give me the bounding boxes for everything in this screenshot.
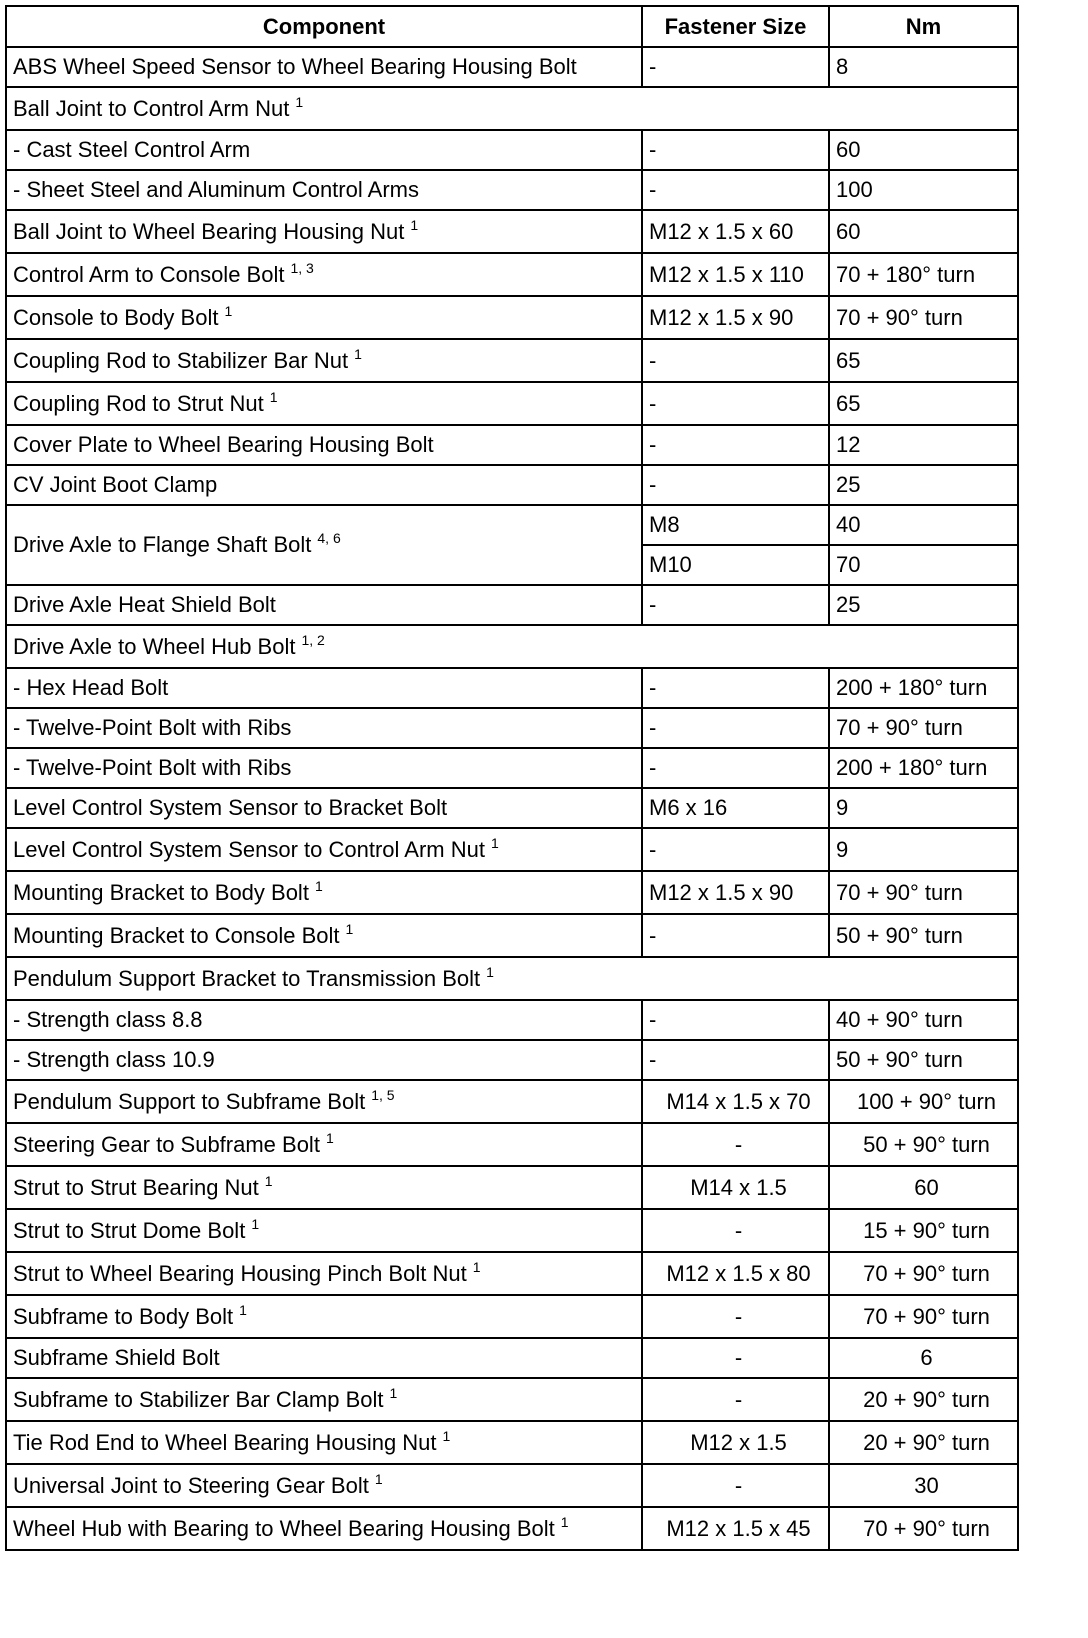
torque-value-cell: 65 xyxy=(829,382,1018,425)
component-cell xyxy=(6,708,642,748)
group-heading-row xyxy=(6,87,1018,130)
torque-value-cell: 50 + 90° turn xyxy=(829,914,1018,957)
table-row xyxy=(6,1209,1018,1252)
fastener-size-cell: M12 x 1.5 x 80 xyxy=(642,1252,829,1295)
footnote-marker: 1 xyxy=(239,1301,247,1318)
table-row xyxy=(6,130,1018,170)
torque-spec-table xyxy=(5,5,1019,1551)
fastener-size-cell: - xyxy=(642,47,829,87)
torque-value-cell: 70 + 90° turn xyxy=(829,1295,1018,1338)
torque-value-cell: 20 + 90° turn xyxy=(829,1421,1018,1464)
footnote-marker: 1 xyxy=(224,302,233,319)
component-cell xyxy=(6,210,642,253)
nm-column-header: Nm xyxy=(829,6,1018,47)
component-cell xyxy=(6,625,1018,668)
torque-value-cell: 6 xyxy=(829,1338,1018,1378)
component-cell xyxy=(6,170,642,210)
fastener-size-cell: - xyxy=(642,425,829,465)
fastener-size-cell: M6 x 16 xyxy=(642,788,829,828)
footnote-marker: 1, 5 xyxy=(371,1086,395,1103)
component-name: Drive Axle to Flange Shaft Bolt xyxy=(13,532,312,557)
fastener-size-cell: M14 x 1.5 xyxy=(642,1166,829,1209)
torque-value-cell: 50 + 90° turn xyxy=(829,1040,1018,1080)
component-name: - Cast Steel Control Arm xyxy=(13,137,251,162)
table-row xyxy=(6,1421,1018,1464)
torque-value-cell: 9 xyxy=(829,788,1018,828)
component-cell xyxy=(6,339,642,382)
component-name: - Twelve-Point Bolt with Ribs xyxy=(13,755,292,780)
fastener-size-cell: - xyxy=(642,828,829,871)
footnote-marker: 1 xyxy=(325,1129,334,1146)
torque-value-cell: 70 + 90° turn xyxy=(829,1507,1018,1550)
component-name: Drive Axle to Wheel Hub Bolt xyxy=(13,633,296,659)
table-row xyxy=(6,47,1018,87)
fastener-size-cell: - xyxy=(642,708,829,748)
component-name: - Strength class 8.8 xyxy=(13,1007,203,1032)
fastener-size-cell: - xyxy=(642,748,829,788)
table-row xyxy=(6,1123,1018,1166)
fastener-size-cell: M10 xyxy=(642,545,829,585)
torque-value-cell: 100 + 90° turn xyxy=(829,1080,1018,1123)
torque-value-cell: 70 + 180° turn xyxy=(829,253,1018,296)
component-name: Steering Gear to Subframe Bolt xyxy=(13,1131,320,1157)
component-cell xyxy=(6,1000,642,1040)
component-name: Strut to Strut Dome Bolt xyxy=(13,1217,246,1243)
torque-value-cell: 60 xyxy=(829,1166,1018,1209)
component-name: - Hex Head Bolt xyxy=(13,675,169,700)
component-name: - Strength class 10.9 xyxy=(13,1047,215,1072)
torque-value-cell: 30 xyxy=(829,1464,1018,1507)
fastener-size-cell: M12 x 1.5 x 110 xyxy=(642,253,829,296)
fastener-size-cell: - xyxy=(642,382,829,425)
fastener-size-cell: - xyxy=(642,1464,829,1507)
table-row xyxy=(6,1464,1018,1507)
footnote-marker: 1 xyxy=(410,216,419,233)
torque-value-cell: 8 xyxy=(829,47,1018,87)
component-name: Mounting Bracket to Body Bolt xyxy=(13,879,309,905)
component-cell xyxy=(6,957,1018,1000)
footnote-marker: 1 xyxy=(389,1384,398,1401)
table-row xyxy=(6,1378,1018,1421)
footnote-marker: 1 xyxy=(295,93,304,110)
component-cell xyxy=(6,1464,642,1507)
component-cell xyxy=(6,87,1018,130)
torque-value-cell: 50 + 90° turn xyxy=(829,1123,1018,1166)
fastener-size-cell: - xyxy=(642,339,829,382)
component-name: Console to Body Bolt xyxy=(13,304,219,330)
torque-value-cell: 200 + 180° turn xyxy=(829,748,1018,788)
table-row xyxy=(6,1295,1018,1338)
table-body xyxy=(6,47,1018,1550)
footnote-marker: 1 xyxy=(486,963,494,980)
torque-value-cell: 70 + 90° turn xyxy=(829,1252,1018,1295)
fastener-size-cell: - xyxy=(642,1209,829,1252)
component-name: Level Control System Sensor to Bracket Bolt xyxy=(13,795,448,820)
table-row xyxy=(6,253,1018,296)
torque-value-cell: 60 xyxy=(829,210,1018,253)
component-cell xyxy=(6,465,642,505)
component-name: Subframe Shield Bolt xyxy=(13,1345,220,1370)
table-row xyxy=(6,1080,1018,1123)
table-row xyxy=(6,465,1018,505)
torque-value-cell: 65 xyxy=(829,339,1018,382)
component-name: Strut to Wheel Bearing Housing Pinch Bolt Nut xyxy=(13,1260,467,1286)
table-row xyxy=(6,1507,1018,1550)
group-heading-row xyxy=(6,625,1018,668)
fastener-size-cell: M12 x 1.5 x 60 xyxy=(642,210,829,253)
component-cell xyxy=(6,130,642,170)
table-row xyxy=(6,1338,1018,1378)
header-row xyxy=(6,6,1018,47)
component-name: Wheel Hub with Bearing to Wheel Bearing Housing Bolt xyxy=(13,1515,555,1541)
component-name: Pendulum Support to Subframe Bolt xyxy=(13,1088,366,1114)
fastener-size-cell: - xyxy=(642,1040,829,1080)
fastener-size-cell: - xyxy=(642,1295,829,1338)
footnote-marker: 1 xyxy=(345,920,354,937)
component-cell xyxy=(6,585,642,625)
component-cell xyxy=(6,1338,642,1378)
component-name: - Twelve-Point Bolt with Ribs xyxy=(13,715,292,740)
torque-value-cell: 15 + 90° turn xyxy=(829,1209,1018,1252)
torque-value-cell: 100 xyxy=(829,170,1018,210)
component-cell xyxy=(6,1166,642,1209)
component-cell xyxy=(6,914,642,957)
component-cell xyxy=(6,382,642,425)
component-cell xyxy=(6,828,642,871)
fastener-size-cell: - xyxy=(642,668,829,708)
fastener-size-cell: M12 x 1.5 x 45 xyxy=(642,1507,829,1550)
group-heading-row xyxy=(6,957,1018,1000)
footnote-marker: 1 xyxy=(490,834,499,851)
torque-value-cell: 60 xyxy=(829,130,1018,170)
table-row xyxy=(6,210,1018,253)
footnote-marker: 1 xyxy=(314,877,323,894)
table-row xyxy=(6,871,1018,914)
footnote-marker: 1 xyxy=(269,388,278,405)
table-row xyxy=(6,425,1018,465)
component-cell xyxy=(6,296,642,339)
component-cell xyxy=(6,1421,642,1464)
fastener-size-cell: - xyxy=(642,170,829,210)
component-cell xyxy=(6,425,642,465)
fastener-size-cell: - xyxy=(642,1338,829,1378)
footnote-marker: 1 xyxy=(472,1258,481,1275)
table-header xyxy=(6,6,1018,47)
footnote-marker: 1 xyxy=(354,345,362,362)
torque-value-cell: 40 + 90° turn xyxy=(829,1000,1018,1040)
fastener-size-cell: M12 x 1.5 xyxy=(642,1421,829,1464)
component-name: Subframe to Body Bolt xyxy=(13,1303,234,1329)
component-name: Ball Joint to Wheel Bearing Housing Nut xyxy=(13,218,405,244)
fastener-size-column-header: Fastener Size xyxy=(642,6,829,47)
table-row xyxy=(6,1252,1018,1295)
table-row xyxy=(6,788,1018,828)
component-cell xyxy=(6,1080,642,1123)
fastener-size-cell: M14 x 1.5 x 70 xyxy=(642,1080,829,1123)
fastener-size-cell: M12 x 1.5 x 90 xyxy=(642,296,829,339)
footnote-marker: 1, 2 xyxy=(301,631,325,648)
footnote-marker: 1 xyxy=(264,1172,273,1189)
footnote-marker: 1 xyxy=(374,1470,383,1487)
fastener-size-cell: - xyxy=(642,465,829,505)
component-name: ABS Wheel Speed Sensor to Wheel Bearing Housing Bolt xyxy=(13,54,577,79)
component-cell xyxy=(6,1507,642,1550)
component-cell xyxy=(6,253,642,296)
component-column-header: Component xyxy=(6,6,642,47)
component-name: Mounting Bracket to Console Bolt xyxy=(13,922,340,948)
torque-value-cell: 200 + 180° turn xyxy=(829,668,1018,708)
component-name: Strut to Strut Bearing Nut xyxy=(13,1174,259,1200)
table-row xyxy=(6,914,1018,957)
torque-value-cell: 25 xyxy=(829,465,1018,505)
table-row xyxy=(6,585,1018,625)
component-name: - Sheet Steel and Aluminum Control Arms xyxy=(13,177,419,202)
component-name: Level Control System Sensor to Control Arm Nut xyxy=(13,836,485,862)
fastener-size-cell: - xyxy=(642,585,829,625)
component-cell xyxy=(6,748,642,788)
component-cell xyxy=(6,505,642,585)
fastener-size-cell: - xyxy=(642,914,829,957)
component-cell xyxy=(6,1378,642,1421)
torque-value-cell: 9 xyxy=(829,828,1018,871)
table-row xyxy=(6,828,1018,871)
torque-value-cell: 25 xyxy=(829,585,1018,625)
torque-value-cell: 70 + 90° turn xyxy=(829,708,1018,748)
component-cell xyxy=(6,1123,642,1166)
fastener-size-cell: - xyxy=(642,130,829,170)
component-name: Coupling Rod to Strut Nut xyxy=(13,390,264,416)
component-name: Universal Joint to Steering Gear Bolt xyxy=(13,1472,369,1498)
table-row xyxy=(6,748,1018,788)
component-name: Cover Plate to Wheel Bearing Housing Bolt xyxy=(13,432,434,457)
component-name: Coupling Rod to Stabilizer Bar Nut xyxy=(13,347,349,373)
component-cell xyxy=(6,1040,642,1080)
torque-value-cell: 70 + 90° turn xyxy=(829,871,1018,914)
component-cell xyxy=(6,1209,642,1252)
component-name: CV Joint Boot Clamp xyxy=(13,472,218,497)
fastener-size-cell: - xyxy=(642,1123,829,1166)
component-name: Control Arm to Console Bolt xyxy=(13,261,285,287)
component-cell xyxy=(6,871,642,914)
fastener-size-cell: - xyxy=(642,1378,829,1421)
torque-value-cell: 70 + 90° turn xyxy=(829,296,1018,339)
component-name: Subframe to Stabilizer Bar Clamp Bolt xyxy=(13,1386,384,1412)
fastener-size-cell: M12 x 1.5 x 90 xyxy=(642,871,829,914)
footnote-marker: 4, 6 xyxy=(317,530,341,546)
fastener-size-cell: - xyxy=(642,1000,829,1040)
component-name: Pendulum Support Bracket to Transmission Bolt xyxy=(13,965,481,991)
component-name: Drive Axle Heat Shield Bolt xyxy=(13,592,276,617)
footnote-marker: 1 xyxy=(442,1427,451,1444)
footnote-marker: 1 xyxy=(560,1513,569,1530)
component-cell xyxy=(6,47,642,87)
fastener-size-cell: M8 xyxy=(642,505,829,545)
table-row xyxy=(6,296,1018,339)
footnote-marker: 1 xyxy=(251,1215,260,1232)
component-cell xyxy=(6,788,642,828)
table-row xyxy=(6,668,1018,708)
table-row xyxy=(6,1000,1018,1040)
footnote-marker: 1, 3 xyxy=(290,259,314,276)
torque-value-cell: 40 xyxy=(829,505,1018,545)
component-name: Tie Rod End to Wheel Bearing Housing Nut xyxy=(13,1429,437,1455)
table-row xyxy=(6,708,1018,748)
table-row xyxy=(6,382,1018,425)
table-row xyxy=(6,339,1018,382)
component-cell xyxy=(6,1252,642,1295)
component-cell xyxy=(6,1295,642,1338)
table-row xyxy=(6,505,1018,545)
torque-value-cell: 20 + 90° turn xyxy=(829,1378,1018,1421)
component-name: Ball Joint to Control Arm Nut xyxy=(13,95,290,121)
table-row xyxy=(6,1040,1018,1080)
torque-value-cell: 70 xyxy=(829,545,1018,585)
torque-value-cell: 12 xyxy=(829,425,1018,465)
table-row xyxy=(6,1166,1018,1209)
table-row xyxy=(6,170,1018,210)
component-cell xyxy=(6,668,642,708)
